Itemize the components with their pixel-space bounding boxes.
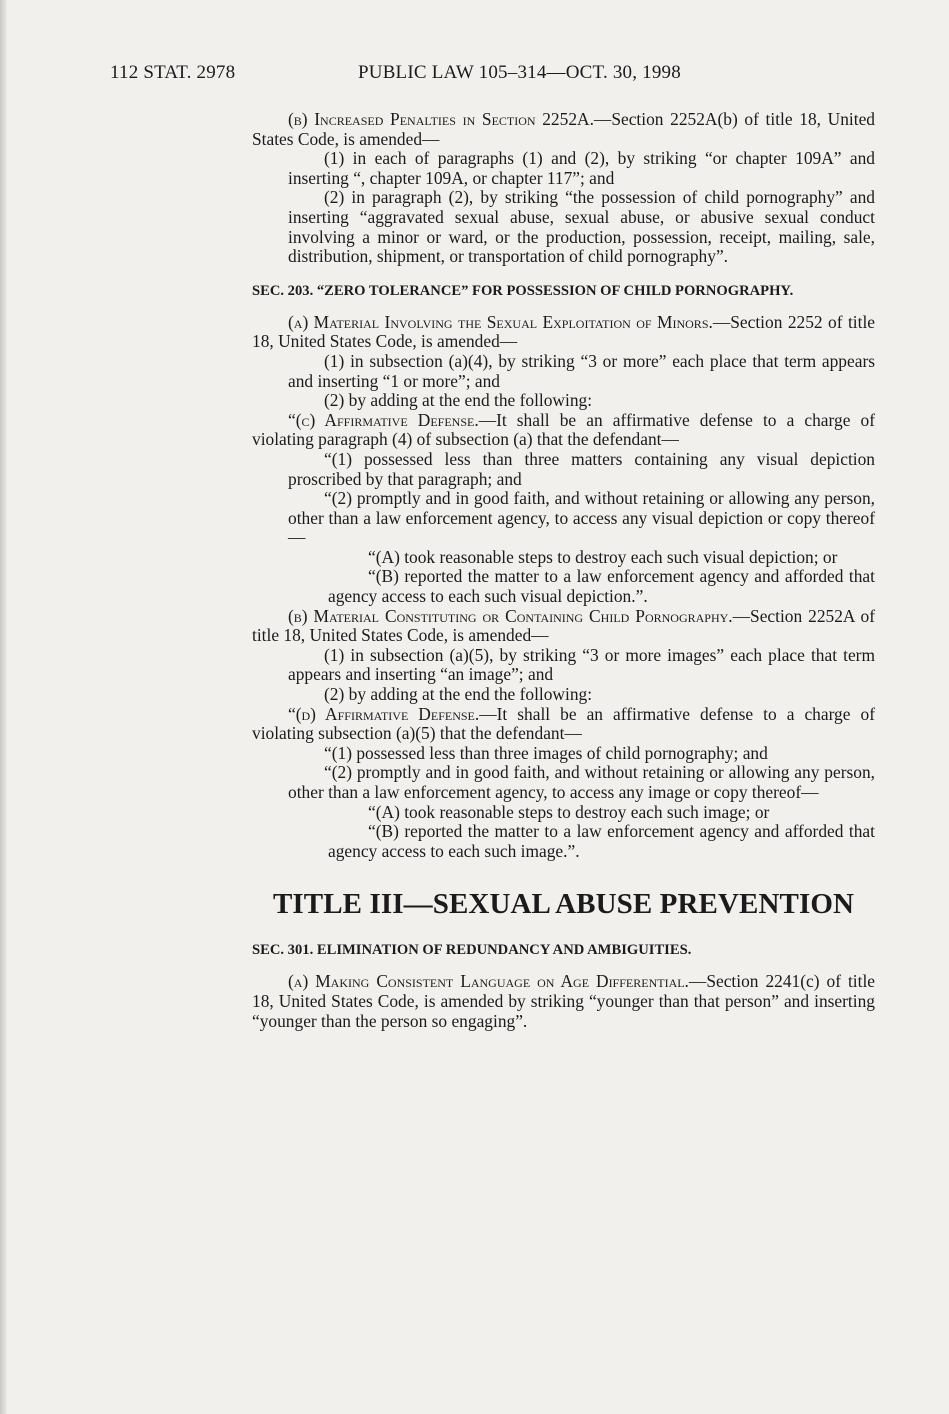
list-item: (1) in subsection (a)(5), by striking “3 or more images” each place that term appears and inserting “an image”; and xyxy=(288,644,875,685)
subsection-heading: “(d) Affirmative Defense. xyxy=(288,703,480,724)
list-item: (1) in subsection (a)(4), by striking “3 or more” each place that term appears and inserting “1 or more”; and xyxy=(288,350,875,391)
list-item: (1) in each of paragraphs (1) and (2), by striking “or chapter 109A” and inserting “, chapter 109A, or chapter 117”; and xyxy=(288,148,875,188)
paragraph-text: —Section 2252 of title 18, United States Code, is amended— xyxy=(252,311,875,352)
paragraph-203a xyxy=(252,313,875,352)
paragraph-text: —It shall be an affirmative defense to a charge of violating paragraph (4) of subsection (a) that the defendant— xyxy=(252,409,875,450)
section-301-title: SEC. 301. ELIMINATION OF REDUNDANCY AND AMBIGUITIES. xyxy=(252,942,692,959)
document-body xyxy=(252,110,875,1031)
list-item: “(1) possessed less than three images of child pornography; and xyxy=(324,742,768,763)
statute-page-number: 112 STAT. 2978 xyxy=(110,62,236,83)
subsection-heading: (b) Material Constituting or Containing Child Pornography. xyxy=(288,605,733,626)
running-header xyxy=(110,62,770,88)
list-item: “(B) reported the matter to a law enforcement agency and afforded that agency access to each such image.”. xyxy=(328,821,875,861)
subsection-heading: (b) Increased Penalties in Section 2252A. xyxy=(288,109,594,129)
subsection-heading: (a) Material Involving the Sexual Exploitation of Minors. xyxy=(288,311,713,332)
paragraph-text: —It shall be an affirmative defense to a charge of violating subsection (a)(5) that the defendant— xyxy=(252,703,875,744)
subsection-heading: “(c) Affirmative Defense. xyxy=(288,409,479,430)
paragraph-301a xyxy=(252,972,875,1031)
subsection-heading: (a) Making Consistent Language on Age Differential. xyxy=(288,971,689,992)
list-item: “(2) promptly and in good faith, and without retaining or allowing any person, other than a law enforcement agency, to access any visual depiction or copy thereof— xyxy=(288,488,875,548)
list-item: (2) by adding at the end the following: xyxy=(324,684,593,705)
paragraph-affirmative-defense-d xyxy=(252,705,875,744)
section-203-title: SEC. 203. “ZERO TOLERANCE” FOR POSSESSION OF CHILD PORNOGRAPHY. xyxy=(252,282,794,299)
paragraph-202b xyxy=(252,110,875,149)
paragraph-text: —Section 2252A of title 18, United States Code, is amended— xyxy=(252,605,875,646)
list-item: “(1) possessed less than three matters containing any visual depiction proscribed by that paragraph; and xyxy=(288,448,875,489)
paragraph-affirmative-defense-c xyxy=(252,411,875,450)
list-item: (2) by adding at the end the following: xyxy=(324,390,593,411)
title-iii-heading: TITLE III—SEXUAL ABUSE PREVENTION xyxy=(272,888,855,921)
list-item: “(2) promptly and in good faith, and without retaining or allowing any person, other than a law enforcement agency, to access any image or copy thereof— xyxy=(288,762,875,802)
list-item: “(B) reported the matter to a law enforcement agency and afforded that agency access to each such visual depiction.”. xyxy=(328,566,875,607)
page-binding-edge xyxy=(0,0,7,1414)
list-item: “(A) took reasonable steps to destroy each such visual depiction; or xyxy=(368,546,838,567)
paragraph-text: —Section 2241(c) of title 18, United States Code, is amended by striking “younger than that person” and inserting “younger than the person so engaging”. xyxy=(252,971,876,1031)
paragraph-203b xyxy=(252,607,875,646)
public-law-citation: PUBLIC LAW 105–314—OCT. 30, 1998 xyxy=(358,62,681,83)
list-item: (2) in paragraph (2), by striking “the possession of child pornography” and inserting “aggravated sexual abuse, sexual abuse, or abusive sexual conduct involving a minor or ward, or the production, possession, receipt, mailing, sale, distribution, shipment, or transportation of child pornography”. xyxy=(288,187,875,267)
paragraph-text: —Section 2252A(b) of title 18, United States Code, is amended— xyxy=(252,109,875,149)
list-item: “(A) took reasonable steps to destroy each such image; or xyxy=(368,801,770,822)
